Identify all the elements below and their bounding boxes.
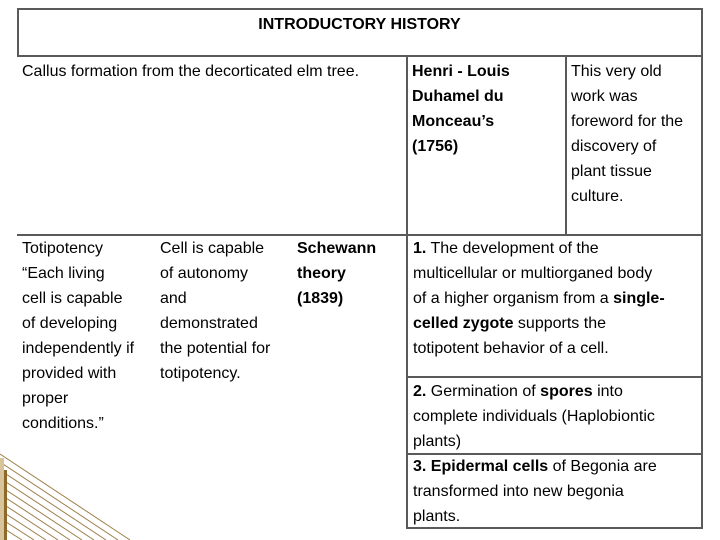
significance-note: This very old work was foreword for the discovery of plant tissue culture. xyxy=(571,63,684,205)
point-number: 3. xyxy=(413,458,427,475)
table-divider-title xyxy=(17,55,703,57)
table-divider-point2 xyxy=(406,376,703,378)
corner-decoration xyxy=(0,440,130,540)
point-text: The development of the multicellular or multiorganed body of a higher organism from a xyxy=(413,240,653,307)
point-text: of Begonia are transformed into new begonia plants. xyxy=(413,458,657,525)
point-emphasis: Epidermal cells xyxy=(430,458,549,475)
table-divider-col2 xyxy=(565,55,567,236)
cell-autonomy-text: Cell is capable of autonomy and demonstrated the potential for totipotency. xyxy=(160,240,271,382)
point-text: supports the totipotent behavior of a cell. xyxy=(413,315,609,357)
point-emphasis: spores xyxy=(540,383,593,400)
table-border-top xyxy=(17,8,703,10)
point-number: 2. xyxy=(413,383,427,400)
point-2 xyxy=(413,379,701,454)
observation-text: Callus formation from the decorticated elm tree. xyxy=(22,63,360,80)
page-title: INTRODUCTORY HISTORY xyxy=(258,16,461,33)
point-text: Germination of xyxy=(426,383,541,400)
point-text: into complete individuals (Haplobiontic plants) xyxy=(413,383,655,450)
point-emphasis: single- celled zygote xyxy=(413,290,665,332)
scientist-schwann: Schewann theory (1839) xyxy=(297,240,377,307)
scientist-duhamel: Henri - Louis Duhamel du Monceau’s (1756) xyxy=(412,63,510,155)
point-3 xyxy=(413,454,701,529)
totipotency-definition: Totipotency “Each living cell is capable of developing independently if provided with proper conditions.” xyxy=(22,240,135,432)
table-divider-col1 xyxy=(406,55,408,529)
point-1 xyxy=(413,236,701,361)
point-number: 1. xyxy=(413,240,427,257)
